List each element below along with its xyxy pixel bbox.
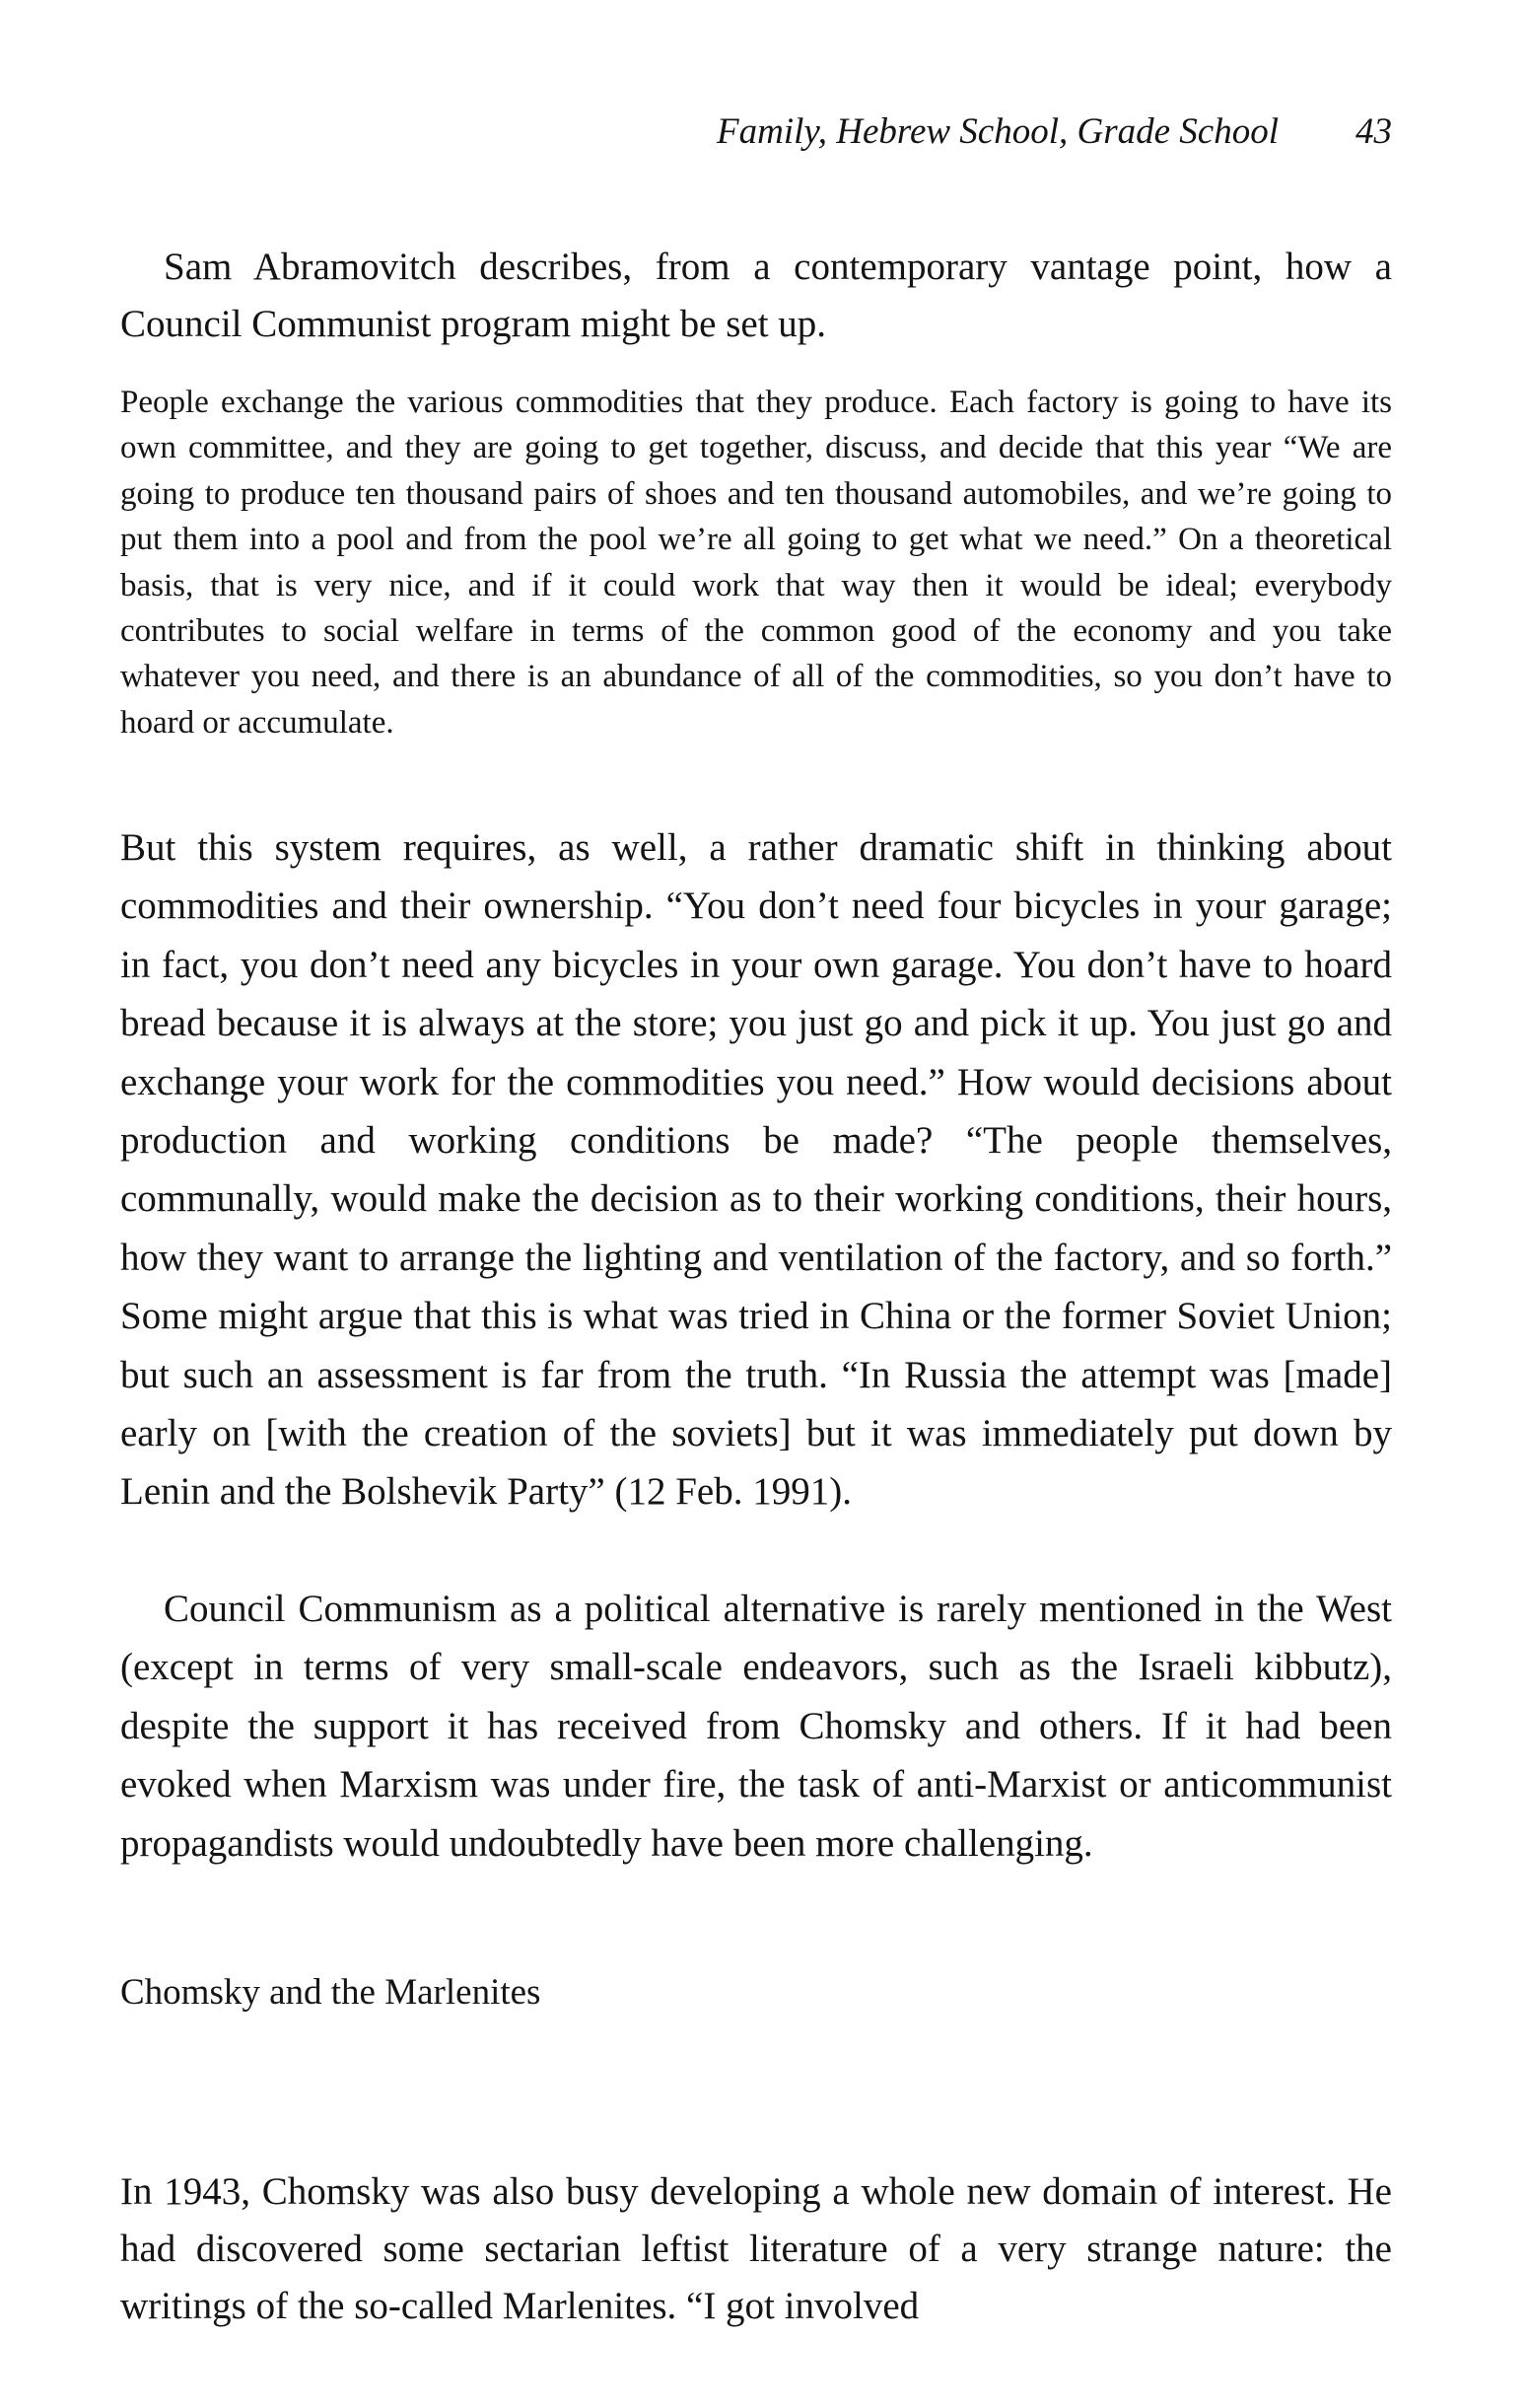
running-head (120, 110, 1392, 160)
running-head-title: Family, Hebrew School, Grade School (717, 111, 1279, 152)
body-paragraph-1: But this system requires, as well, a rather dramatic shift in thinking about commodities and their ownership. “You don’t need four bicycles in your garage; in fact, you don’t need any bicycles in your own garage. You don’t have to hoard bread because it is always at the store; you just go and pick it up. You just go and exchange your work for the commodities you need.” How would decisions about production and working conditions be made? “The people themselves, communally, would make the decision as to their working conditions, their hours, how they want to arrange the lighting and ventilation of the factory, and so forth.” Some might argue that this is what was tried in China or the former Soviet Union; but such an assessment is far from the truth. “In Russia the attempt was [made] early on [with the creation of the soviets] but it was immediately put down by Lenin and the Bolshevik Party” (12 Feb. 1991). (120, 826, 1392, 1514)
body-paragraph-3: In 1943, Chomsky was also busy developing a whole new domain of interest. He had discovered some sectarian leftist literature of a very strange nature: the writings of the so-called Marlenites. “I got involved (120, 2170, 1392, 2327)
intro-paragraph: Sam Abramovitch describes, from a contemporary vantage point, how a Council Communist program might be set up. (120, 246, 1392, 345)
body-paragraph-2: Council Communism as a political alternative is rarely mentioned in the West (except in terms of very small-scale endeavors, such as the Israeli kibbutz), despite the support it has received from Chomsky and others. If it had been evoked when Marxism was under fire, the task of anti-Marxist or anticommunist propagandists would undoubtedly have been more challenging. (120, 1588, 1392, 1865)
page-number: 43 (1355, 111, 1392, 152)
section-heading: Chomsky and the Marlenites (120, 1972, 541, 2013)
block-quote: People exchange the various commodities that they produce. Each factory is going to have its own committee, and they are going to get together, discuss, and decide that this year “We are going to produce ten thousand pairs of shoes and ten thousand automobiles, and we’re going to put them into a pool and from the pool we’re all going to get what we need.” On a theoretical basis, that is very nice, and if it could work that way then it would be ideal; everybody contributes to social welfare in terms of the common good of the economy and you take whatever you need, and there is an abundance of all of the commodities, so you don’t have to hoard or accumulate. (120, 385, 1392, 741)
